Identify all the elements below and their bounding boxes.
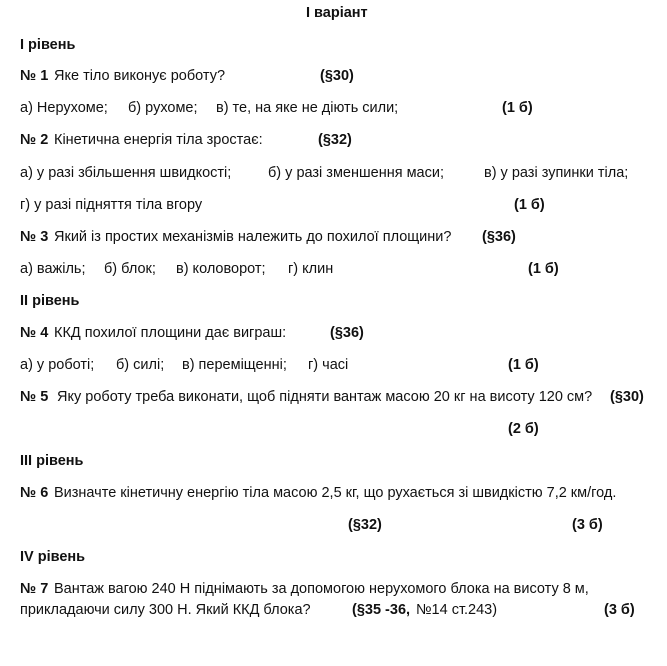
q7-number: № 7 [20, 581, 49, 597]
level-2-heading: ІІ рівень [20, 293, 80, 309]
q3-option-b: б) блок; [104, 261, 156, 277]
q6-reference: (§32) [348, 517, 382, 533]
q7-text-line2: прикладаючи силу 300 Н. Який ККД блока? [20, 602, 311, 618]
q1-reference: (§30) [320, 68, 354, 84]
q7-text-line1: Вантаж вагою 240 Н піднімають за допомогою нерухомого блока на висоту 8 м, [54, 581, 589, 597]
q3-number: № 3 [20, 229, 49, 245]
q3-points: (1 б) [528, 261, 559, 277]
q5-points: (2 б) [508, 421, 539, 437]
q1-option-c: в) те, на яке не діють сили; [216, 100, 399, 116]
q5-reference: (§30) [610, 389, 644, 405]
q7-points: (3 б) [604, 602, 635, 618]
q7-reference-section: (§35 -36, [352, 602, 411, 618]
q1-option-b: б) рухоме; [128, 100, 198, 116]
q3-option-d: г) клин [288, 261, 334, 277]
q6-number: № 6 [20, 485, 49, 501]
q4-option-b: б) силі; [116, 357, 165, 373]
q2-option-a: а) у разі збільшення швидкості; [20, 165, 232, 181]
q3-option-c: в) коловорот; [176, 261, 266, 277]
q4-points: (1 б) [508, 357, 539, 373]
q4-reference: (§36) [330, 325, 364, 341]
q3-reference: (§36) [482, 229, 516, 245]
q2-points: (1 б) [514, 197, 545, 213]
q2-option-d: г) у разі підняття тіла вгору [20, 197, 203, 213]
q2-option-b: б) у разі зменшення маси; [268, 165, 444, 181]
q4-option-c: в) переміщенні; [182, 357, 287, 373]
q7-reference-task: №14 ст.243) [416, 602, 498, 618]
level-3-heading: ІІІ рівень [20, 453, 84, 469]
q6-points: (3 б) [572, 517, 603, 533]
q3-text: Який із простих механізмів належить до похилої площини? [54, 229, 452, 245]
q5-text: Яку роботу треба виконати, щоб підняти вантаж масою 20 кг на висоту 120 см? [57, 389, 593, 405]
q6-text: Визначте кінетичну енергію тіла масою 2,5 кг, що рухається зі швидкістю 7,2 км/год. [54, 485, 617, 501]
variant-title: І варіант [306, 5, 368, 21]
q2-option-c: в) у разі зупинки тіла; [484, 165, 629, 181]
level-1-heading: І рівень [20, 37, 76, 53]
q4-number: № 4 [20, 325, 49, 341]
q2-number: № 2 [20, 132, 49, 148]
q1-points: (1 б) [502, 100, 533, 116]
q4-option-a: а) у роботі; [20, 357, 95, 373]
q1-text: Яке тіло виконує роботу? [54, 68, 226, 84]
q2-text: Кінетична енергія тіла зростає: [54, 132, 263, 148]
q1-option-a: а) Нерухоме; [20, 100, 108, 116]
level-4-heading: ІV рівень [20, 549, 86, 565]
q1-number: № 1 [20, 68, 49, 84]
q4-text: ККД похилої площини дає виграш: [54, 325, 287, 341]
q2-reference: (§32) [318, 132, 352, 148]
q3-option-a: а) важіль; [20, 261, 86, 277]
q4-option-d: г) часі [308, 357, 349, 373]
q5-number: № 5 [20, 389, 49, 405]
